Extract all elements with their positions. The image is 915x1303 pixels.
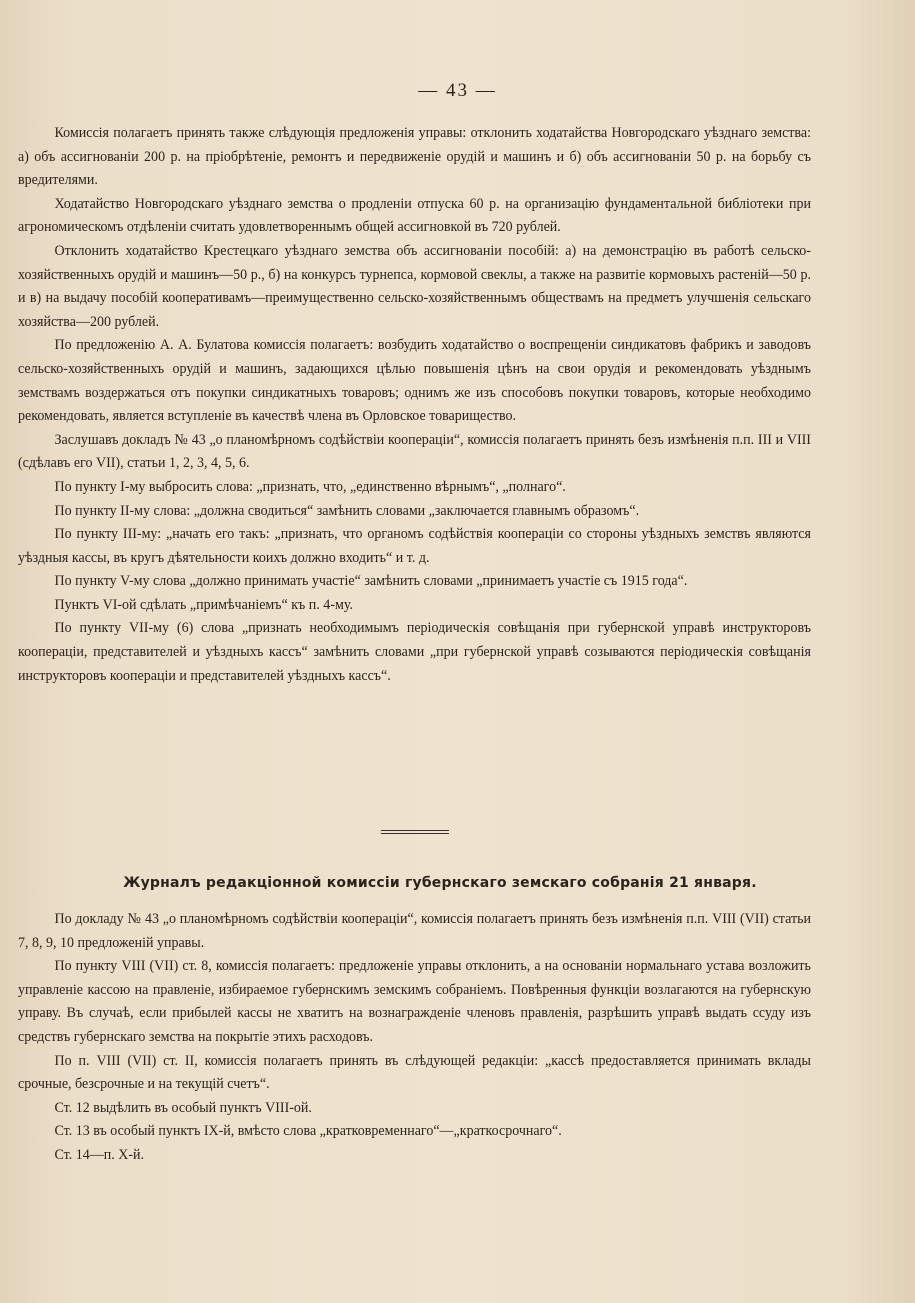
paragraph: По пункту VIII (VII) ст. 8, комиссiя полагаетъ: предложенiе управы отклонить, а на основанiи нормальнаго устава возложить управленiе кассою на правленiе, избираемое губернскимъ земскимъ собранiемъ. Повѣренныя функцiи возлагаются на губернскую управу. Въ случаѣ, если прибылей кассы не хватитъ на вознагражденiе членовъ правленiя, разрѣшить управѣ выдать ссуду изъ средствъ губернскаго земства на покрытiе этихъ расходовъ. [18,958,811,1045]
section-divider [381,830,449,834]
paragraph: По пункту III-му: „начать его такъ: „признать, что органомъ содѣйствiя кооперацiи со стороны уѣздныхъ земствъ являются уѣздныя кассы, въ кругъ дѣятельности коихъ должно входить“ и т. д. [18,526,811,566]
paragraph: Ст. 14—п. X-й. [54,1146,145,1163]
page-number: — 43 — [418,80,497,101]
paragraph: Пунктъ VI-ой сдѣлать „примѣчанiемъ“ къ п. 4-му. [54,596,353,613]
paragraph: По пункту V-му слова „должно принимать участiе“ замѣнить словами „принимаетъ участiе съ 1915 года“. [54,573,688,590]
paragraph: По пункту I-му выбросить слова: „признать, что, „единственно вѣрнымъ“, „полнаго“. [54,478,566,495]
paragraph: По докладу № 43 „о планомѣрномъ содѣйствiи кооперацiи“, комиссiя полагаетъ принять безъ измѣненiя п.п. VIII (VII) статьи 7, 8, 9, 10 предложенiй управы. [18,911,811,951]
journal-heading: Журналъ редакцiонной комиссiи губернскаго земскаго собранiя 21 января. [123,875,757,891]
paragraph: По пункту II-му слова: „должна сводиться“ замѣнить словами „заключается главнымъ образомъ“. [54,502,640,519]
paragraph: Комисciя полагаетъ принять также слѣдующiя предложенiя управы: отклонить ходатайства Новгородскаго уѣзднаго земства: а) объ ассигнованiи 200 р. на прiобрѣтенiе, ремонтъ и передвиженiе орудiй и машинъ и б) объ ассигнованiи 50 р. на борьбу съ вредителями. [18,125,811,189]
paragraph: Заслушавъ докладъ № 43 „о планомѣрномъ содѣйствiи кооперацiи“, комиссiя полагаетъ принять безъ измѣненiя п.п. III и VIII (сдѣлавъ его VII), статьи 1, 2, 3, 4, 5, 6. [18,431,811,472]
paragraph: Ст. 12 выдѣлить въ особый пунктъ VIII-ой. [54,1099,312,1116]
paragraph: Ст. 13 въ особый пунктъ IX-й, вмѣсто слова „кратковременнаго“—„краткосрочнаго“. [54,1123,562,1140]
paragraph: Ходатайство Новгородскаго уѣзднаго земства о продленiи отпуска 60 р. на организацiю фундаментальной библiотеки при агрономическомъ отдѣленiи считать удовлетвореннымъ общей ассигновкой въ 720 рублей. [18,195,811,236]
journal-resolutions [18,908,811,1168]
paragraph: По п. VIII (VII) ст. II, комиссiя полагаетъ принять въ слѣдующей редакцiи: „кассѣ предоставляется принимать вклады срочные, безсрочные и на текущiй счетъ“. [18,1052,811,1093]
paragraph: Отклонить ходатайство Крестецкаго уѣзднаго земства объ ассигнованiи пособiй: а) на демонстрацiю въ работѣ сельско-хозяйственныхъ орудiй и машинъ—50 р., б) на конкурсъ турнепса, кормовой свеклы, а также на развитiе кормовыхъ растенiй—50 р. и в) на выдачу пособiй кооперативамъ—преимущественно сельско-хозяйственнымъ обществамъ на предметъ улучшенiя сельскаго хозяйства—200 рублей. [18,242,811,330]
commission-resolutions [18,122,811,688]
paragraph: По пункту VII-му (6) слова „признать необходимымъ перiодическiя совѣщанiя при губернской управѣ инструкторовъ кооперацiи, представителей и уѣздныхъ кассъ“ замѣнить словами „при губернской управѣ созываются перiодическiя совѣщанiя инструкторовъ кооперацiи и представителей уѣздныхъ кассъ“. [18,620,811,684]
paragraph: По предложенiю А. А. Булатова комиссiя полагаетъ: возбудить ходатайство о воспрещенiи синдикатовъ фабрикъ и заводовъ сельско-хозяйственныхъ орудiй и машинъ, задающихся цѣлью повышенiя цѣнъ на свои орудiя и рекомендовать уѣзднымъ земствамъ воздержаться отъ покупки синдикатныхъ товаровъ; однимъ же изъ способовъ покупки товаровъ, которые необходимо рекомендовать, является вступленiе въ качествѣ члена въ Орловское товарищество. [18,337,811,425]
